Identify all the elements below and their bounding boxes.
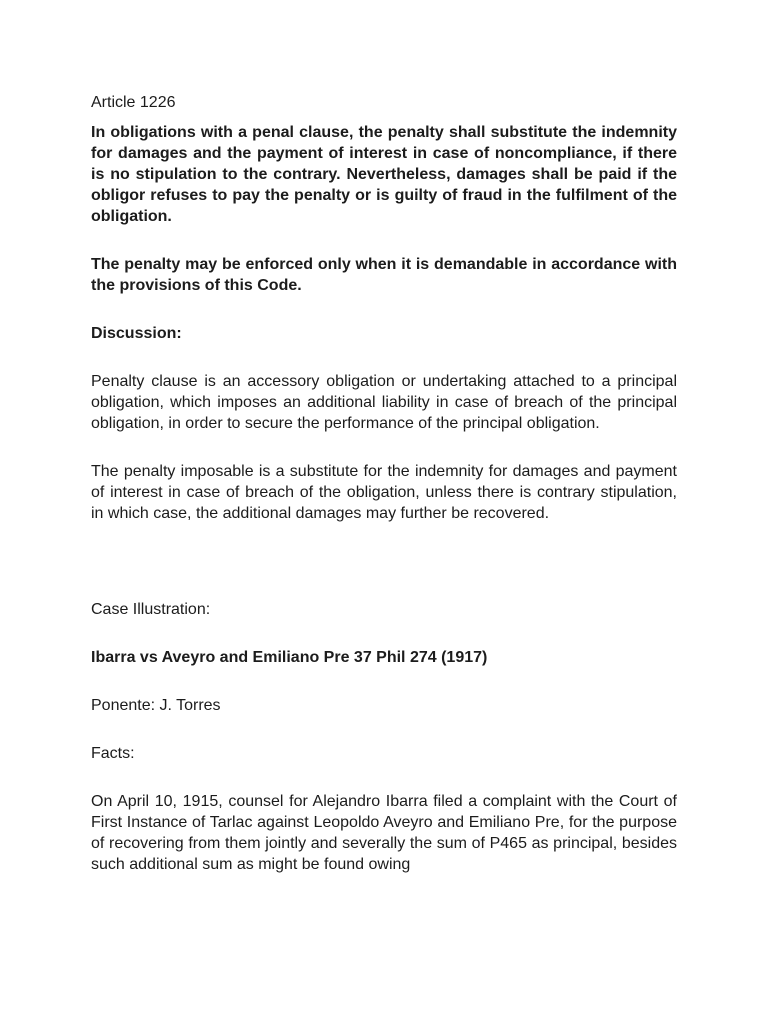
case-title: Ibarra vs Aveyro and Emiliano Pre 37 Phil 274 (1917) bbox=[91, 649, 488, 666]
case-illustration-label: Case Illustration: bbox=[91, 601, 211, 618]
discussion-heading: Discussion: bbox=[91, 325, 182, 342]
article-paragraph-1: In obligations with a penal clause, the penalty shall substitute the indemnity for damages and the payment of interest in case of noncompliance, if there is no stipulation to the contrary. Nevertheless, damages shall be paid if the obligor refuses to pay the penalty or is guilty of fraud in the fulfilment of the obligation. bbox=[91, 124, 677, 225]
case-ponente: Ponente: J. Torres bbox=[91, 697, 221, 714]
discussion-paragraph-2: The penalty imposable is a substitute for the indemnity for damages and payment of interest in case of breach of the obligation, unless there is contrary stipulation, in which case, the additional damages may further be recovered. bbox=[91, 463, 677, 522]
facts-paragraph: On April 10, 1915, counsel for Alejandro Ibarra filed a complaint with the Court of First Instance of Tarlac against Leopoldo Aveyro and Emiliano Pre, for the purpose of recovering from them jointly and severally the sum of P465 as principal, besides such additional sum as might be found owing bbox=[91, 793, 677, 873]
facts-heading: Facts: bbox=[91, 745, 135, 762]
discussion-paragraph-1: Penalty clause is an accessory obligation or undertaking attached to a principal obligation, which imposes an additional liability in case of breach of the principal obligation, in order to secure the performance of the principal obligation. bbox=[91, 373, 677, 432]
article-paragraph-2: The penalty may be enforced only when it is demandable in accordance with the provisions of this Code. bbox=[91, 256, 677, 294]
article-title: Article 1226 bbox=[91, 94, 176, 111]
